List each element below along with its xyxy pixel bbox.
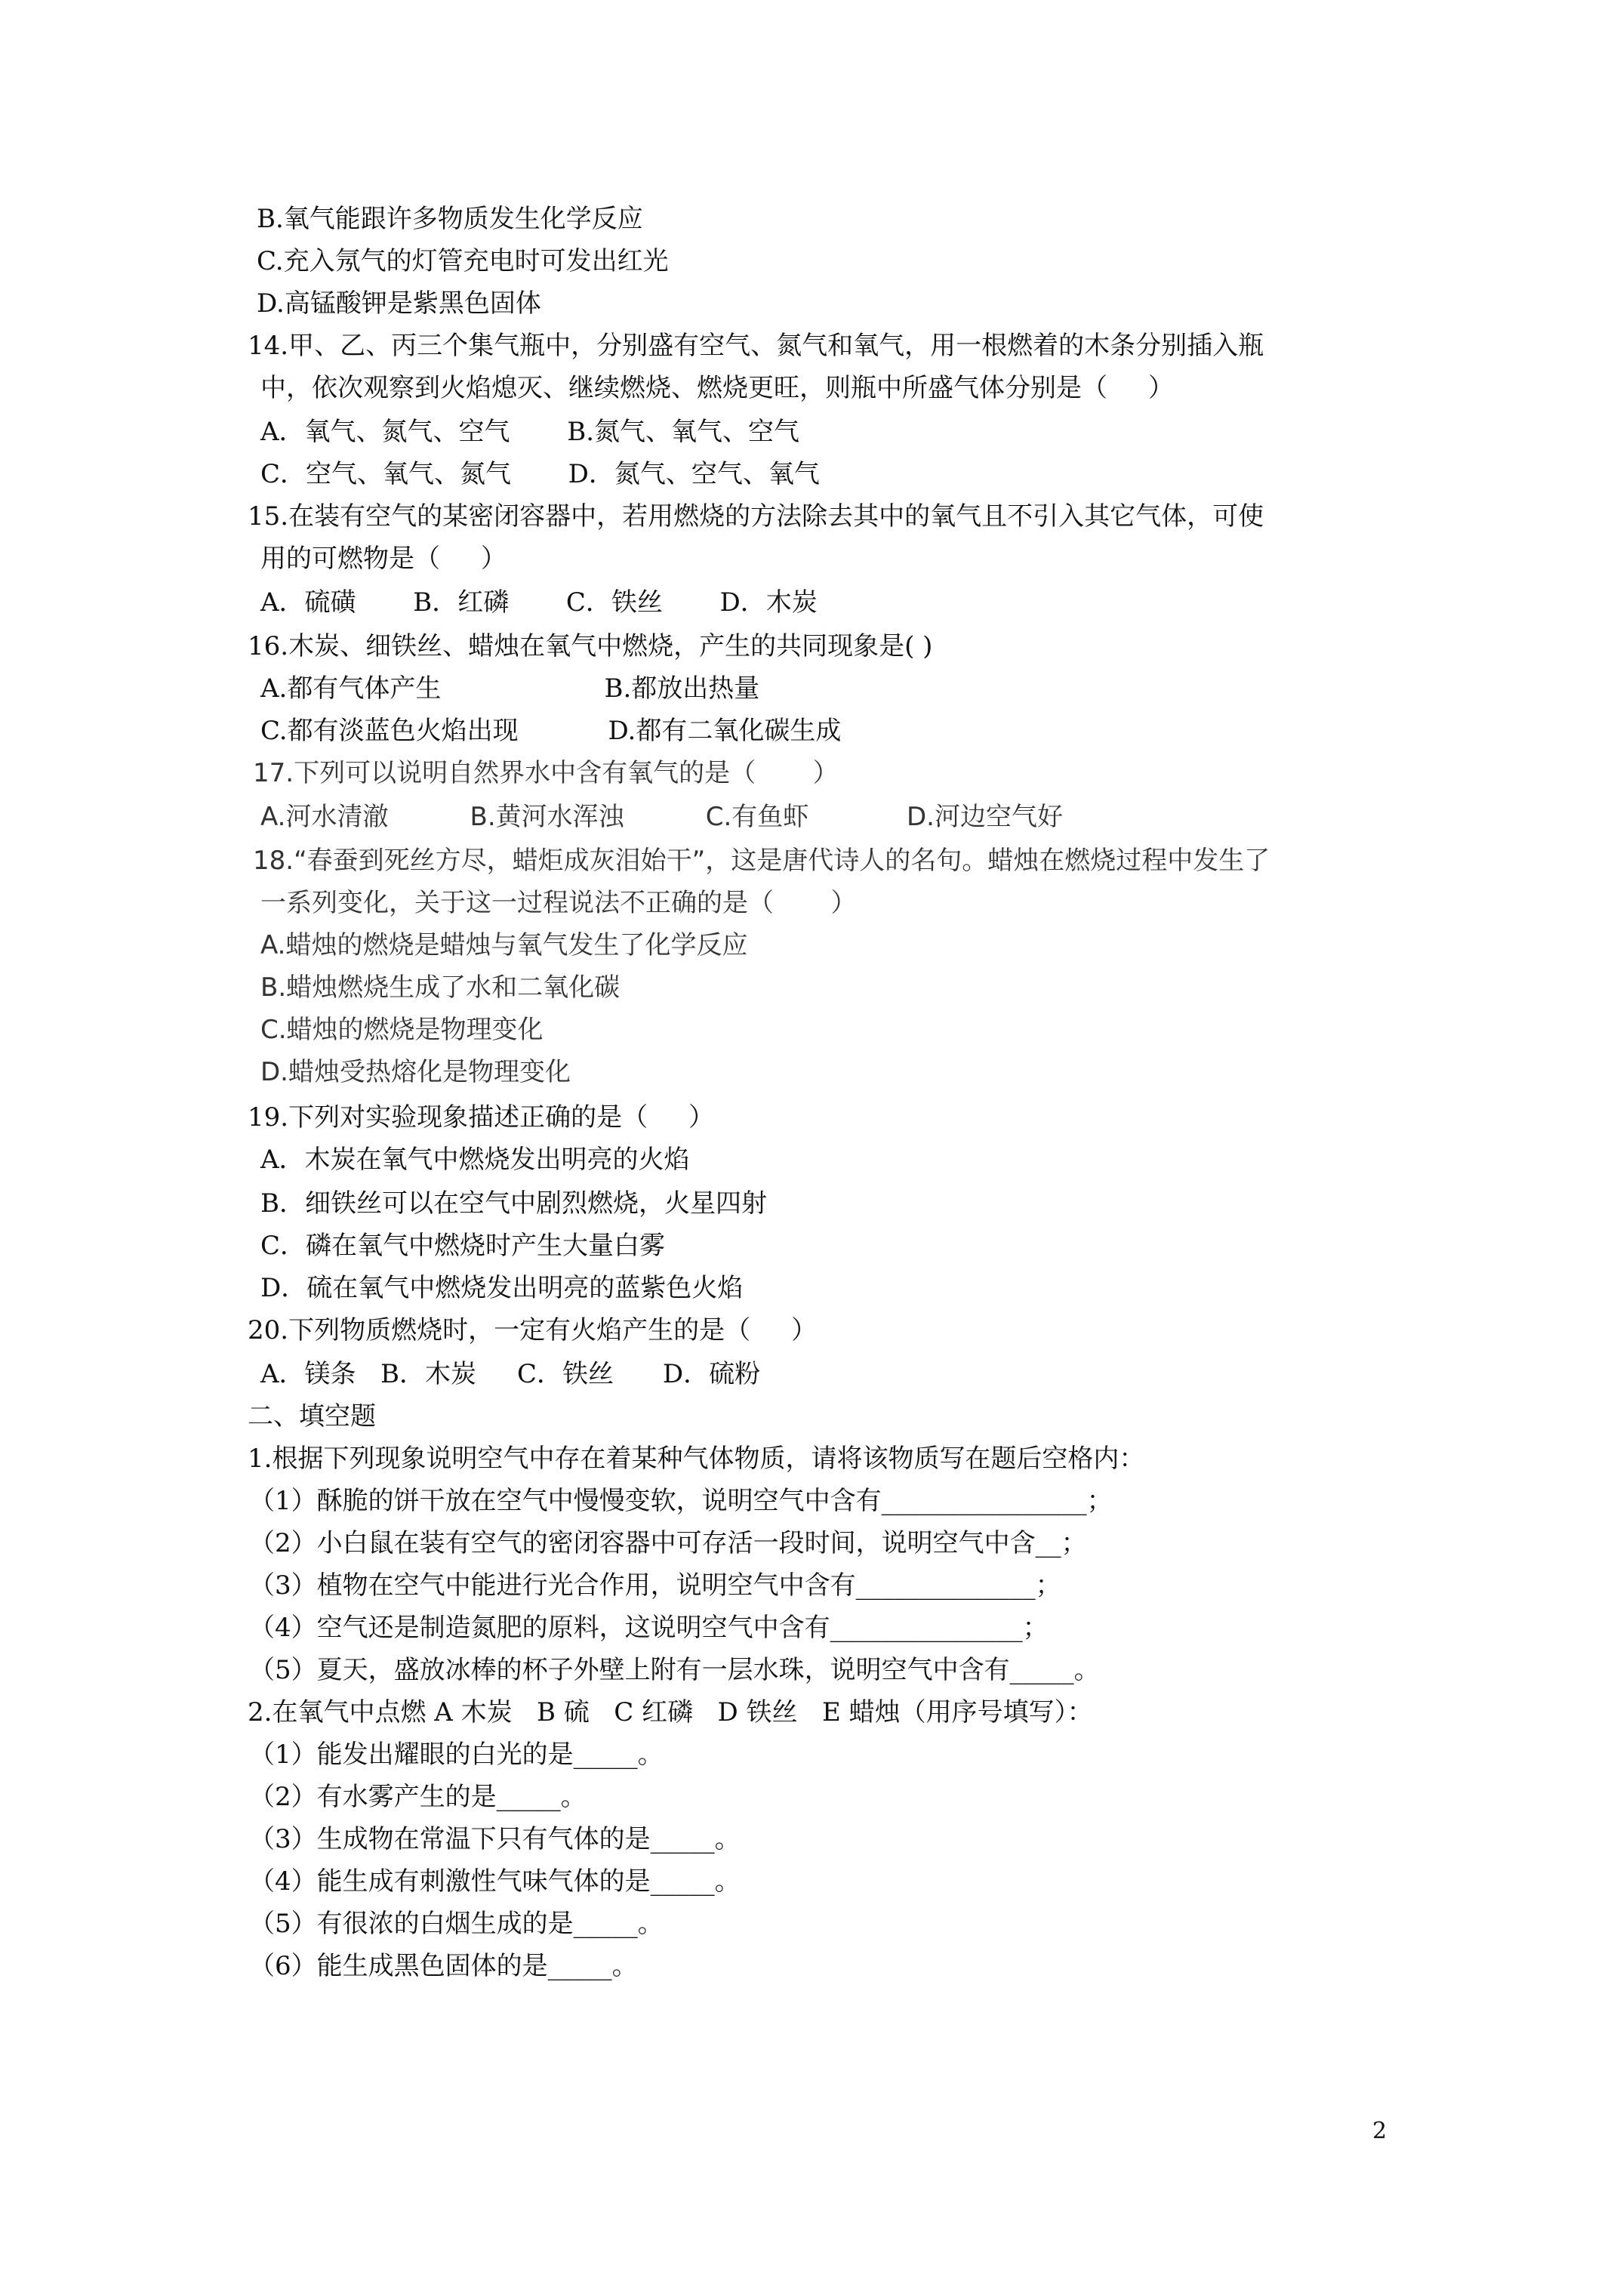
q15-stem-line2: 用的可燃物是（ ） [260, 544, 507, 574]
q13-option-c: C.充入氖气的灯管充电时可发出红光 [257, 246, 669, 276]
q19-option-d: D．硫在氧气中燃烧发出明亮的蓝紫色火焰 [260, 1273, 744, 1303]
q13-option-b: B.氧气能跟许多物质发生化学反应 [257, 204, 643, 234]
q20-options: A．镁条 B．木炭 C．铁丝 D．硫粉 [260, 1359, 761, 1389]
q15-stem-line1: 15.在装有空气的某密闭容器中，若用燃烧的方法除去其中的氧气且不引入其它气体，可使 [248, 501, 1264, 532]
fill-q2-item-6: （6）能生成黑色固体的是_____。 [249, 1951, 638, 1981]
fill-q2-stem: 2.在氧气中点燃 A 木炭 B 硫 C 红磷 D 铁丝 E 蜡烛（用序号填写）： [248, 1697, 1093, 1727]
fill-q2-item-2: （2）有水雾产生的是_____。 [249, 1782, 587, 1812]
q14-stem-line1: 14.甲、乙、丙三个集气瓶中，分别盛有空气、氮气和氧气，用一根燃着的木条分别插入瓶 [248, 331, 1264, 361]
q18-stem-line2: 一系列变化，关于这一过程说法不正确的是（ ） [260, 888, 857, 918]
q20-stem: 20.下列物质燃烧时，一定有火焰产生的是（ ） [248, 1315, 818, 1345]
q15-options: A．硫磺 B．红磷 C．铁丝 D．木炭 [260, 587, 818, 618]
fill-q2-item-4: （4）能生成有刺激性气味气体的是_____。 [249, 1866, 741, 1897]
q14-options-ab: A．氧气、氮气、空气 B.氮气、氧气、空气 [260, 417, 799, 447]
q18-option-d: D.蜡烛受热熔化是物理变化 [260, 1057, 571, 1087]
q19-stem: 19.下列对实验现象描述正确的是（ ） [248, 1102, 715, 1133]
fill-q1-item-2: （2）小白鼠在装有空气的密闭容器中可存活一段时间，说明空气中含__； [249, 1528, 1087, 1558]
q18-option-b: B.蜡烛燃烧生成了水和二氧化碳 [260, 972, 621, 1003]
fill-q2-item-3: （3）生成物在常温下只有气体的是_____。 [249, 1824, 741, 1854]
fill-q1-item-5: （5）夏天，盛放冰棒的杯子外壁上附有一层水珠，说明空气中含有_____。 [249, 1655, 1100, 1685]
fill-q2-item-5: （5）有很浓的白烟生成的是_____。 [249, 1909, 664, 1939]
fill-q2-item-1: （1）能发出耀眼的白光的是_____。 [249, 1740, 664, 1770]
section2-heading: 二、填空题 [248, 1401, 376, 1432]
q16-options-cd: C.都有淡蓝色火焰出现 D.都有二氧化碳生成 [260, 716, 842, 746]
q19-option-a: A．木炭在氧气中燃烧发出明亮的火焰 [260, 1145, 690, 1175]
fill-q1-item-4: （4）空气还是制造氮肥的原料，这说明空气中含有_______________； [249, 1613, 1049, 1643]
q13-option-d: D.高锰酸钾是紫黑色固体 [257, 288, 541, 319]
q14-options-cd: C．空气、氧气、氮气 D．氮气、空气、氧气 [260, 459, 820, 489]
page-number: 2 [1372, 2118, 1387, 2144]
q14-stem-line2: 中，依次观察到火焰熄灭、继续燃烧、燃烧更旺，则瓶中所盛气体分别是（ ） [260, 373, 1175, 403]
q18-option-a: A.蜡烛的燃烧是蜡烛与氧气发生了化学反应 [260, 930, 748, 960]
q19-option-b: B．细铁丝可以在空气中剧烈燃烧，火星四射 [260, 1188, 767, 1219]
fill-q1-item-1: （1）酥脆的饼干放在空气中慢慢变软，说明空气中含有________________； [249, 1486, 1113, 1516]
q16-options-ab: A.都有气体产生 B.都放出热量 [260, 673, 760, 704]
q17-stem: 17.下列可以说明自然界水中含有氧气的是（ ） [253, 758, 839, 788]
q19-option-c: C．磷在氧气中燃烧时产生大量白雾 [260, 1231, 666, 1261]
q18-stem-line1: 18.“春蚕到死丝方尽，蜡炬成灰泪始干”，这是唐代诗人的名句。蜡烛在燃烧过程中发生了 [253, 846, 1270, 876]
q17-options: A.河水清澈 B.黄河水浑浊 C.有鱼虾 D.河边空气好 [260, 802, 1063, 832]
q16-stem: 16.木炭、细铁丝、蜡烛在氧气中燃烧，产生的共同现象是( ) [248, 631, 933, 661]
q18-option-c: C.蜡烛的燃烧是物理变化 [260, 1015, 544, 1045]
fill-q1-item-3: （3）植物在空气中能进行光合作用，说明空气中含有______________； [249, 1570, 1061, 1601]
fill-q1-stem: 1.根据下列现象说明空气中存在着某种气体物质，请将该物质写在题后空格内： [248, 1444, 1145, 1474]
